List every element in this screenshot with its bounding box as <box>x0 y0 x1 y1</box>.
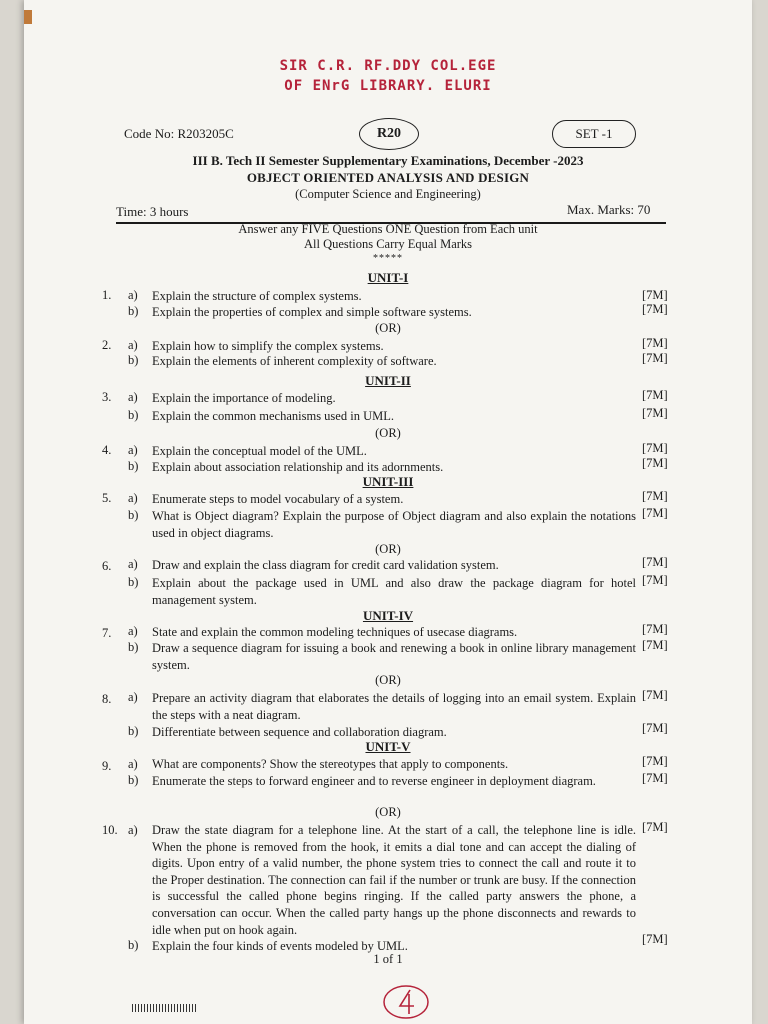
marks-label: [7M] <box>642 721 668 735</box>
library-stamp-line2: OF ENrG LIBRARY. ELURI <box>284 78 492 94</box>
part-label: b) <box>128 508 139 522</box>
question-number: 2. <box>102 338 112 352</box>
question-text: Explain about the package used in UML and also draw the package diagram for hotel management system. <box>152 576 636 607</box>
question-text: Explain about association relationship and its adornments. <box>152 460 444 474</box>
unit-heading: UNIT-III <box>362 474 414 489</box>
exam-time: Time: 3 hours <box>116 204 189 219</box>
question-text: State and explain the common modeling techniques of usecase diagrams. <box>152 625 518 639</box>
question-text: Differentiate between sequence and collaboration diagram. <box>152 725 447 739</box>
instruction-line-1: Answer any FIVE Questions ONE Question from Each unit <box>238 222 538 236</box>
marks-label: [7M] <box>642 441 668 455</box>
question-number: 6. <box>102 559 112 573</box>
marks-label: [7M] <box>642 622 668 636</box>
unit-heading: UNIT-V <box>365 739 411 754</box>
handwritten-mark <box>380 980 432 1020</box>
marks-label: [7M] <box>642 336 668 350</box>
question-text: Explain the four kinds of events modeled by UML. <box>152 939 408 953</box>
unit-heading: UNIT-I <box>367 270 409 285</box>
question-text: Explain the structure of complex systems. <box>152 289 362 303</box>
part-label: a) <box>128 443 138 457</box>
part-label: b) <box>128 640 139 654</box>
part-label: b) <box>128 938 139 952</box>
question-number: 10. <box>102 823 118 837</box>
part-label: b) <box>128 408 139 422</box>
question-number: 7. <box>102 626 112 640</box>
barcode-strip <box>132 1004 196 1012</box>
library-stamp-line1: SIR C.R. RF.DDY COL.EGE <box>279 58 497 74</box>
question-number: 9. <box>102 759 112 773</box>
question-number: 5. <box>102 491 112 505</box>
question-text: Draw a sequence diagram for issuing a book and renewing a book in online library management system. <box>152 641 636 672</box>
page-number: 1 of 1 <box>373 952 403 966</box>
question-text: Explain the elements of inherent complexity of software. <box>152 354 437 368</box>
question-text: What is Object diagram? Explain the purpose of Object diagram and also explain the notations used in object diagrams. <box>152 509 636 540</box>
unit-heading: UNIT-II <box>365 373 411 388</box>
or-separator: (OR) <box>375 673 401 687</box>
part-label: a) <box>128 390 138 404</box>
part-label: a) <box>128 757 138 771</box>
exam-title: III B. Tech II Semester Supplementary Examinations, December -2023 <box>192 153 584 168</box>
part-label: a) <box>128 338 138 352</box>
question-text: Enumerate the steps to forward engineer and to reverse engineer in deployment diagram. <box>152 774 596 788</box>
branch-name: (Computer Science and Engineering) <box>295 187 481 201</box>
question-text: Draw the state diagram for a telephone line. At the start of a call, the telephone line is idle. When the phone is removed from the hook, it emits a dial tone and can accept the dialing of digits. Upon entry of a valid number, the phone system tries to connect the call and route it to the Proper destination. The connection can fail if the number or trunk are busy. If the connection is successful the called phone begins ringing. If the called party answers the phone, a conversation can occur. When the called party hangs up the phone disconnects and rewards to idle when put on hook again. <box>152 823 636 937</box>
question-text: Explain how to simplify the complex systems. <box>152 339 384 353</box>
question-text: Enumerate steps to model vocabulary of a system. <box>152 492 404 506</box>
unit-heading: UNIT-IV <box>362 608 414 623</box>
or-separator: (OR) <box>375 426 401 440</box>
question-text: Draw and explain the class diagram for credit card validation system. <box>152 558 499 572</box>
marks-label: [7M] <box>642 573 668 587</box>
separator-stars: ***** <box>373 253 403 264</box>
part-label: b) <box>128 773 139 787</box>
question-number: 1. <box>102 288 112 302</box>
part-label: a) <box>128 823 138 837</box>
part-label: b) <box>128 304 139 318</box>
marks-label: [7M] <box>642 555 668 569</box>
part-label: b) <box>128 459 139 473</box>
question-number: 4. <box>102 443 112 457</box>
header-row <box>24 118 752 150</box>
marks-label: [7M] <box>642 688 668 702</box>
marks-label: [7M] <box>642 302 668 316</box>
part-label: b) <box>128 575 139 589</box>
regulation-badge: R20 <box>359 118 419 150</box>
part-label: a) <box>128 624 138 638</box>
question-text: Explain the conceptual model of the UML. <box>152 444 367 458</box>
part-label: b) <box>128 724 139 738</box>
marks-label: [7M] <box>642 754 668 768</box>
part-label: a) <box>128 557 138 571</box>
max-marks: Max. Marks: 70 <box>567 202 651 217</box>
part-label: a) <box>128 288 138 302</box>
marks-label: [7M] <box>642 288 668 302</box>
marks-label: [7M] <box>642 388 668 402</box>
edge-mark <box>24 10 32 24</box>
instruction-line-2: All Questions Carry Equal Marks <box>303 237 473 251</box>
question-text: Explain the importance of modeling. <box>152 391 336 405</box>
or-separator: (OR) <box>375 542 401 556</box>
question-number: 8. <box>102 692 112 706</box>
question-text: Explain the properties of complex and simple software systems. <box>152 305 472 319</box>
marks-label: [7M] <box>642 456 668 470</box>
question-text: Explain the common mechanisms used in UML. <box>152 409 394 423</box>
or-separator: (OR) <box>375 805 401 819</box>
question-text: Prepare an activity diagram that elaborates the details of logging into an email system. Explain the steps with a neat diagram. <box>152 691 636 722</box>
marks-label: [7M] <box>642 506 668 520</box>
part-label: a) <box>128 690 138 704</box>
part-label: b) <box>128 353 139 367</box>
exam-page <box>24 0 752 1024</box>
or-separator: (OR) <box>375 321 401 335</box>
marks-label: [7M] <box>642 771 668 785</box>
code-number: Code No: R203205C <box>124 126 234 141</box>
marks-label: [7M] <box>642 406 668 420</box>
subject-title: OBJECT ORIENTED ANALYSIS AND DESIGN <box>246 170 530 185</box>
marks-label: [7M] <box>642 351 668 365</box>
question-number: 3. <box>102 390 112 404</box>
set-badge: SET -1 <box>552 120 636 148</box>
marks-label: [7M] <box>642 638 668 652</box>
marks-label: [7M] <box>642 932 668 946</box>
question-text: What are components? Show the stereotypes that apply to components. <box>152 757 509 771</box>
marks-label: [7M] <box>642 489 668 503</box>
part-label: a) <box>128 491 138 505</box>
marks-label: [7M] <box>642 820 668 834</box>
